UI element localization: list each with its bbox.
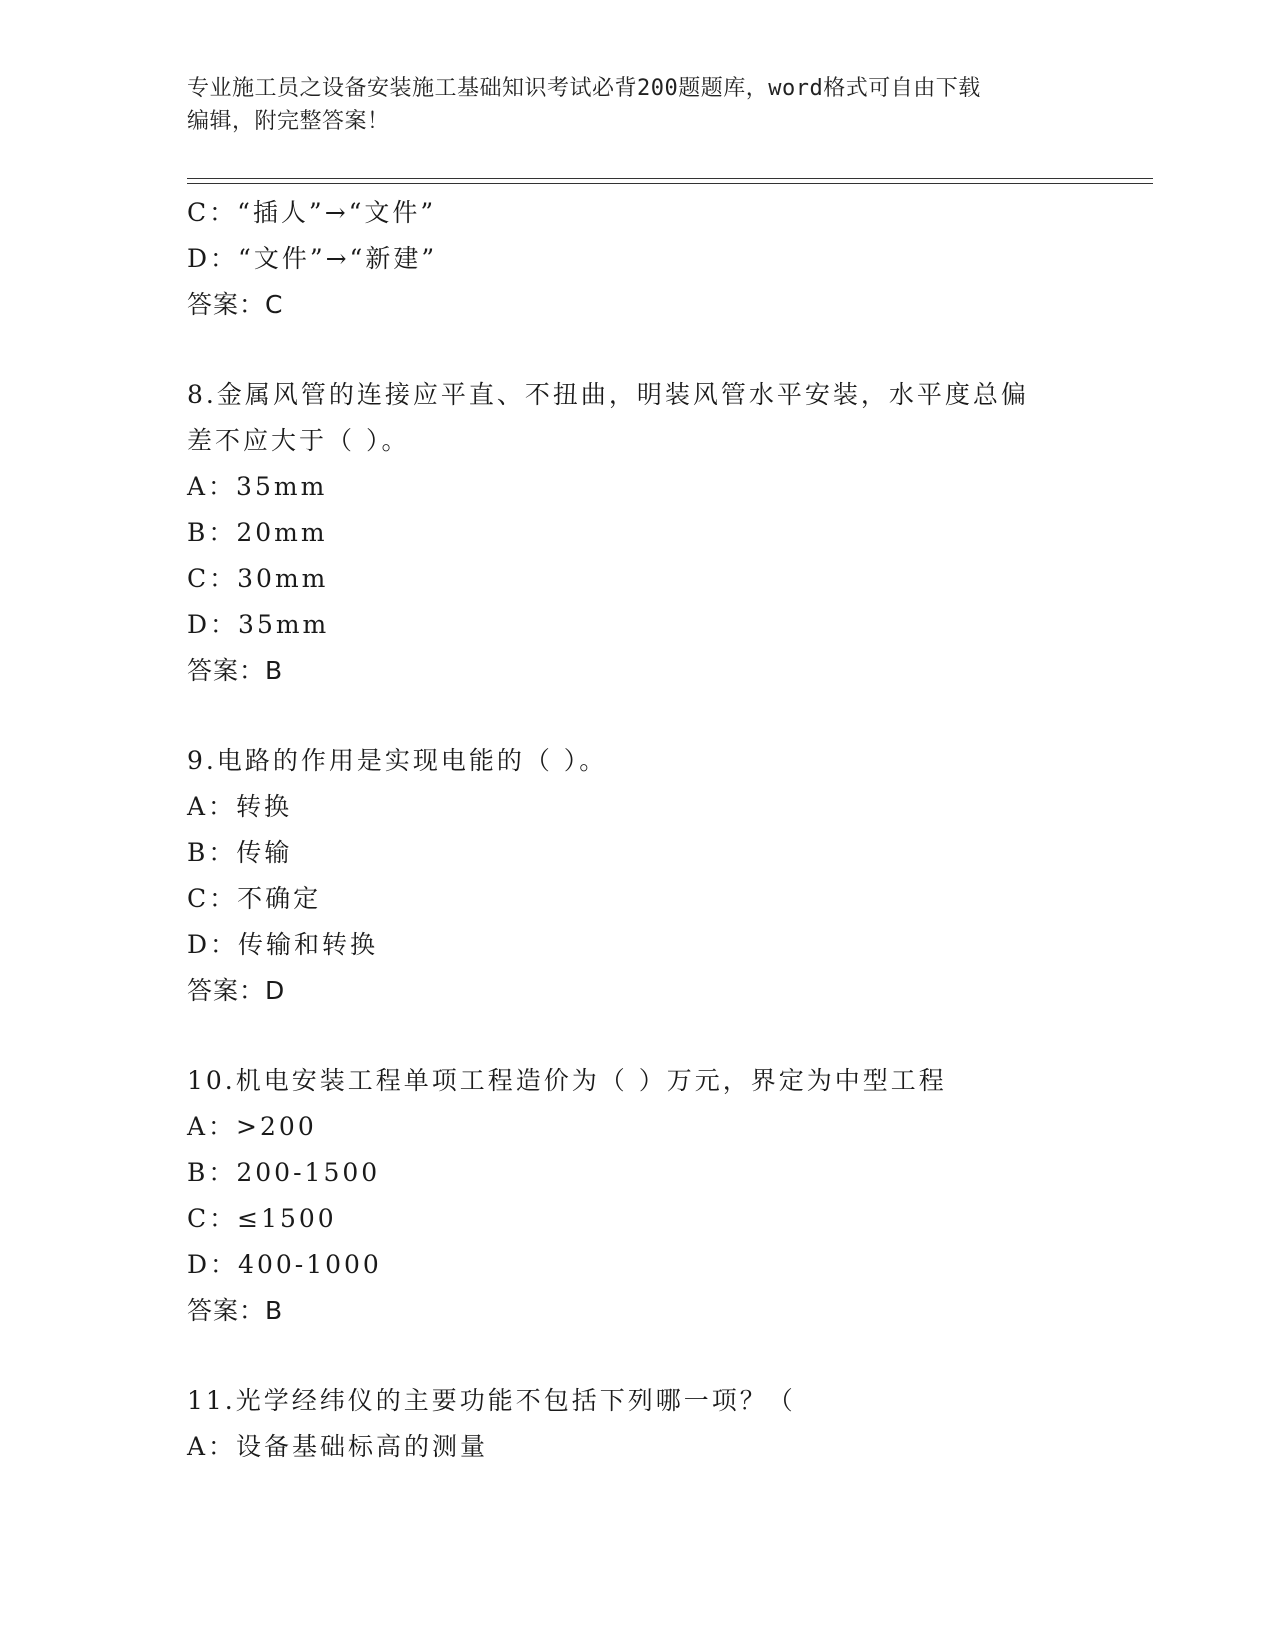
document-header	[187, 72, 1067, 138]
option-c: C：不确定	[187, 884, 322, 913]
question-text-line-1: 8.金属风管的连接应平直、不扭曲，明装风管水平安装，水平度总偏	[187, 380, 1029, 409]
option-d: D：传输和转换	[187, 930, 379, 959]
header-title-line-1: 专业施工员之设备安装施工基础知识考试必背200题题库，word格式可自由下载	[187, 76, 981, 101]
question-text-line-1: 10.机电安装工程单项工程造价为（ ）万元，界定为中型工程	[187, 1066, 947, 1095]
header-title-line-2: 编辑，附完整答案！	[187, 109, 390, 134]
option-a: A：35mm	[187, 472, 328, 501]
question-text-line-1: 11.光学经纬仪的主要功能不包括下列哪一项？（	[187, 1386, 796, 1415]
question-7-carryover	[187, 190, 1153, 328]
option-b: B：传输	[187, 838, 293, 867]
spacer	[187, 694, 1153, 738]
answer-line: 答案：C	[187, 290, 284, 319]
answer-line: 答案：D	[187, 976, 286, 1005]
option-c: C：30mm	[187, 564, 329, 593]
spacer	[187, 328, 1153, 372]
question-text-line-1: 9.电路的作用是实现电能的（ ）。	[187, 746, 608, 775]
question-11	[187, 1378, 1153, 1470]
question-10	[187, 1058, 1153, 1334]
option-a: A：转换	[187, 792, 293, 821]
question-9	[187, 738, 1153, 1014]
header-divider-bottom	[187, 183, 1153, 184]
answer-line: 答案：B	[187, 1296, 284, 1325]
question-list	[187, 190, 1153, 1470]
option-d: D：35mm	[187, 610, 330, 639]
option-d: D：“文件”→“新建”	[187, 244, 438, 273]
option-c: C：“插人”→“文件”	[187, 198, 437, 227]
option-c: C：≤1500	[187, 1204, 337, 1233]
option-a: A：>200	[187, 1112, 317, 1141]
option-d: D：400-1000	[187, 1250, 382, 1279]
spacer	[187, 1334, 1153, 1378]
answer-line: 答案：B	[187, 656, 284, 685]
option-b: B：20mm	[187, 518, 328, 547]
question-8	[187, 372, 1153, 694]
header-divider-top	[187, 178, 1153, 179]
spacer	[187, 1014, 1153, 1058]
question-text-line-2: 差不应大于（ ）。	[187, 426, 410, 455]
option-b: B：200-1500	[187, 1158, 381, 1187]
option-a: A：设备基础标高的测量	[187, 1432, 489, 1461]
